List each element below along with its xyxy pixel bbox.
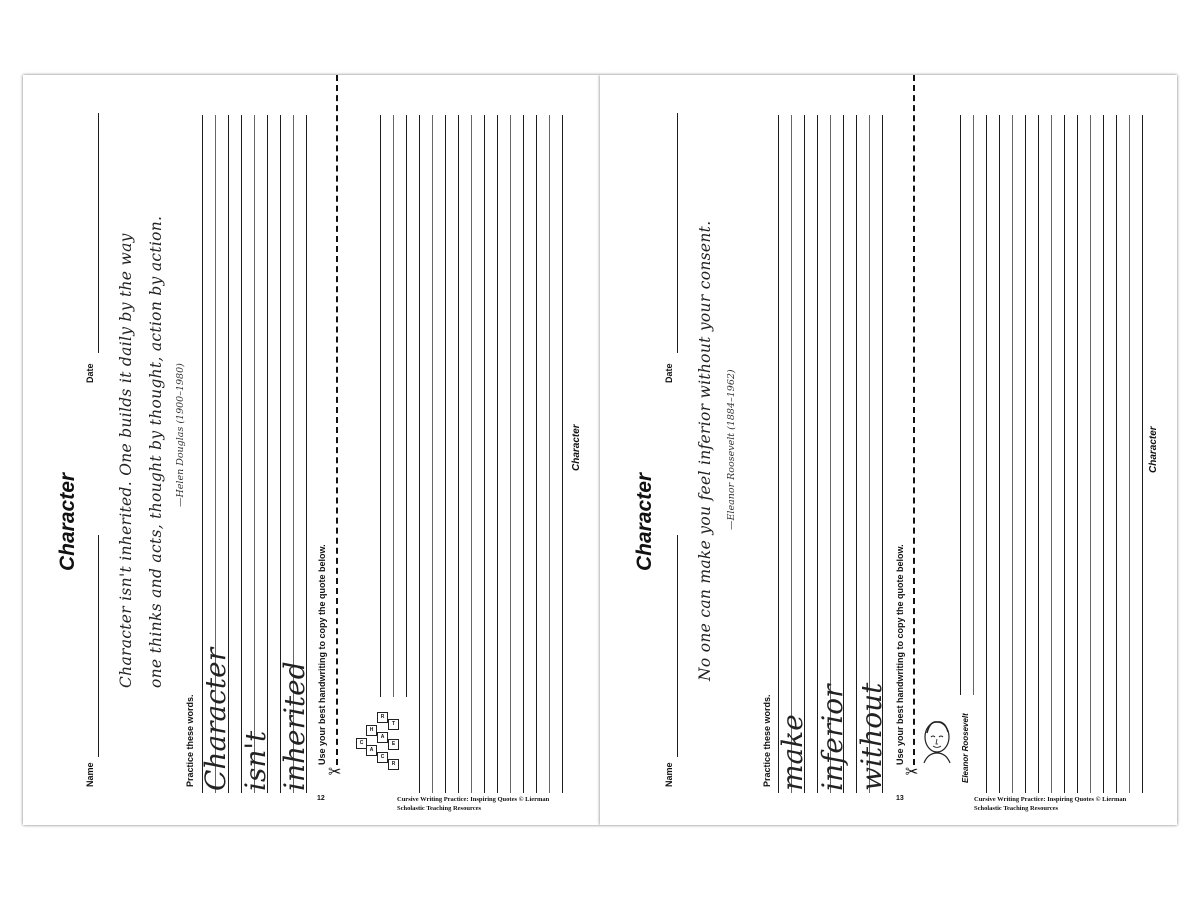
- copy-rule: [1129, 115, 1130, 793]
- copy-rule: [1051, 115, 1052, 793]
- letter-tile: C: [356, 738, 367, 749]
- worksheet-page-right: [600, 75, 1177, 825]
- copy-rule: [1064, 115, 1065, 793]
- copy-rule: [536, 115, 537, 793]
- copy-rule: [986, 115, 987, 793]
- copy-rule: [380, 115, 381, 697]
- portrait-caption: Eleanor Roosevelt: [961, 713, 970, 783]
- quote-line-2: one thinks and acts, thought by thought, action by action.: [147, 215, 165, 688]
- copy-rule: [523, 115, 524, 793]
- practice-rule: [241, 115, 242, 793]
- cut-line: [913, 75, 915, 765]
- letter-tile: R: [377, 712, 388, 723]
- page-number: 12: [317, 795, 325, 802]
- practice-rule: [254, 115, 255, 793]
- credit-text: [974, 795, 1126, 813]
- practice-rule: [791, 115, 792, 793]
- date-label: Date: [664, 363, 674, 383]
- name-label: Name: [664, 762, 674, 787]
- footer-title: Character: [1148, 426, 1159, 473]
- quote-attribution: —Eleanor Roosevelt (1884–1962): [726, 369, 737, 530]
- copy-rule: [458, 115, 459, 793]
- practice-word: inherited: [278, 661, 311, 791]
- copy-rule: [1116, 115, 1117, 793]
- copy-rule: [393, 115, 394, 697]
- name-line: [98, 535, 99, 757]
- name-line: [677, 535, 678, 757]
- practice-word: isn't: [239, 730, 272, 791]
- copy-rule: [973, 115, 974, 695]
- date-label: Date: [85, 363, 95, 383]
- copy-rule: [1025, 115, 1026, 793]
- credit-line-1: Cursive Writing Practice: Inspiring Quotes © Lierman: [974, 796, 1127, 803]
- page-title: Character: [56, 472, 79, 571]
- letter-tile: R: [388, 759, 399, 770]
- letter-tile: H: [366, 725, 377, 736]
- worksheet-page-left: [23, 75, 600, 825]
- practice-heading: Practice these words.: [185, 694, 195, 787]
- cut-line: [336, 75, 338, 765]
- copy-rule: [497, 115, 498, 793]
- copy-rule: [1103, 115, 1104, 793]
- letter-tile: A: [377, 732, 388, 743]
- quote-attribution: —Helen Douglas (1900–1980): [175, 363, 186, 507]
- copy-instruction: Use your best handwriting to copy the quote below.: [317, 544, 327, 765]
- practice-rule: [804, 115, 805, 793]
- copy-rule: [445, 115, 446, 793]
- date-line: [677, 113, 678, 353]
- quote-line-1: No one can make you feel inferior without your consent.: [696, 220, 714, 681]
- practice-word: without: [855, 682, 888, 791]
- copy-rule: [1077, 115, 1078, 793]
- copy-rule: [960, 115, 961, 695]
- copy-rule: [484, 115, 485, 793]
- copy-rule: [406, 115, 407, 697]
- copy-rule: [549, 115, 550, 793]
- name-label: Name: [85, 762, 95, 787]
- letter-tile: E: [388, 739, 399, 750]
- copy-rule: [1090, 115, 1091, 793]
- credit-line-1: Cursive Writing Practice: Inspiring Quotes © Lierman: [397, 796, 550, 803]
- scissors-icon: ✂: [328, 764, 342, 781]
- footer-title: Character: [571, 424, 582, 471]
- copy-rule: [471, 115, 472, 793]
- practice-rule: [778, 115, 779, 793]
- copy-rule: [562, 115, 563, 793]
- practice-heading: Practice these words.: [762, 694, 772, 787]
- credit-line-2: Scholastic Teaching Resources: [397, 805, 482, 812]
- portrait-icon: [920, 715, 954, 765]
- copy-rule: [510, 115, 511, 793]
- letter-tile: C: [377, 752, 388, 763]
- practice-word: Character: [199, 647, 232, 791]
- letter-tiles-icon: [353, 705, 403, 785]
- letter-tile: T: [388, 719, 399, 730]
- copy-rule: [1142, 115, 1143, 793]
- copy-rule: [1038, 115, 1039, 793]
- credit-line-2: Scholastic Teaching Resources: [974, 805, 1059, 812]
- quote-line-1: Character isn't inherited. One builds it daily by the way: [117, 233, 135, 688]
- copy-rule: [1012, 115, 1013, 793]
- practice-rule: [267, 115, 268, 793]
- copy-rule: [432, 115, 433, 793]
- credit-text: [397, 795, 549, 813]
- scissors-icon: ✂: [905, 764, 919, 781]
- practice-word: inferior: [816, 684, 849, 791]
- page-title: Character: [633, 472, 656, 571]
- practice-word: make: [776, 714, 809, 791]
- page-number: 13: [896, 795, 904, 802]
- copy-rule: [999, 115, 1000, 793]
- letter-tile: A: [366, 745, 377, 756]
- date-line: [98, 113, 99, 353]
- copy-rule: [419, 115, 420, 793]
- copy-instruction: Use your best handwriting to copy the quote below.: [895, 544, 905, 765]
